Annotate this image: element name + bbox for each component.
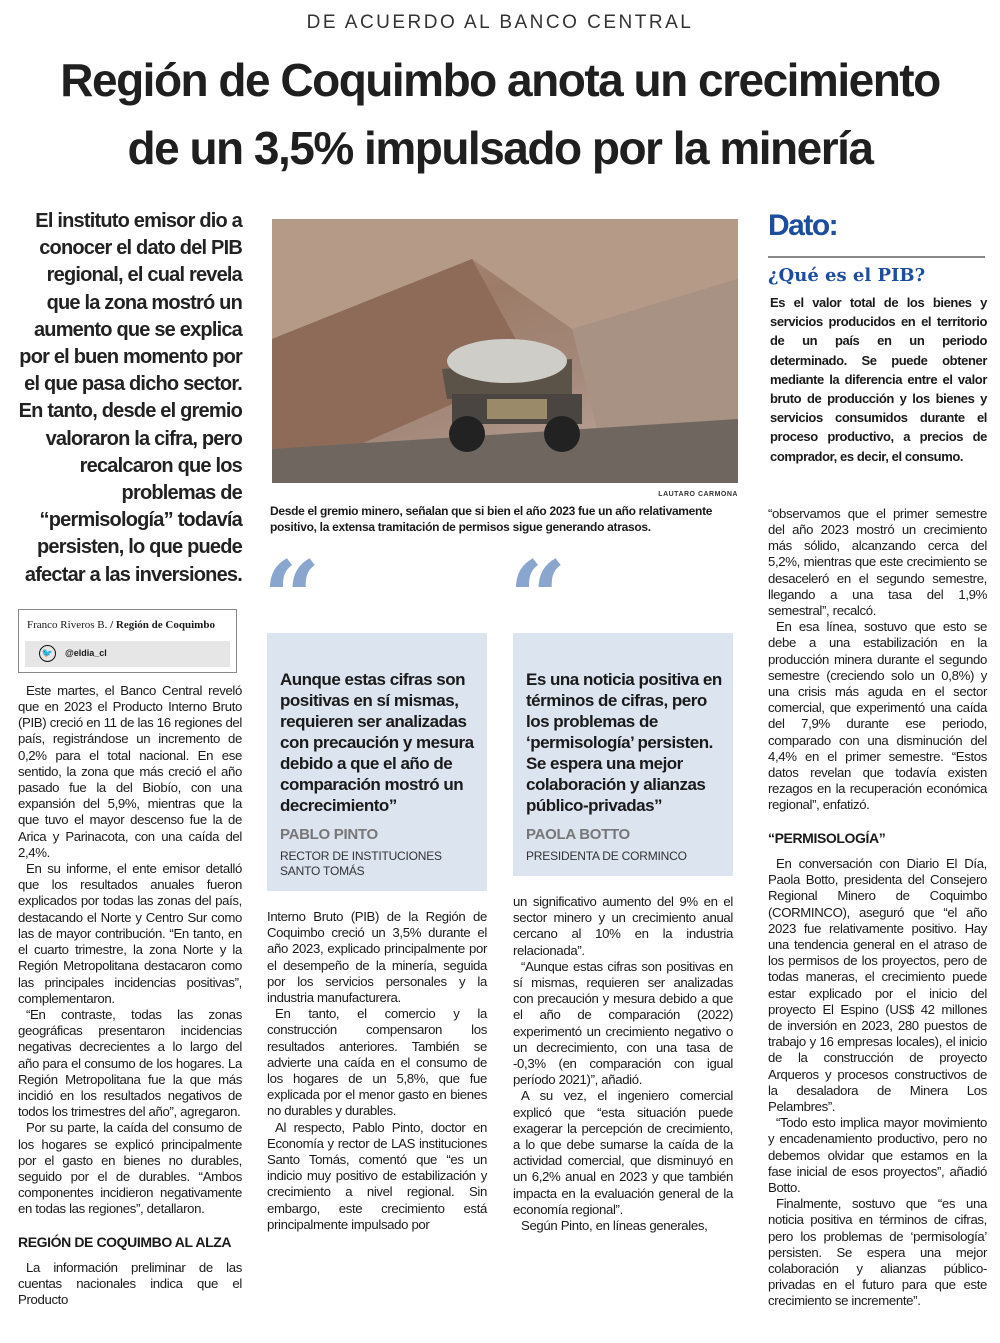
paragraph: Este martes, el Banco Central reveló que en 2023 el Producto Interno Bruto (PIB) creció en 11 de las 16 regiones del país, registrándose un incremento de 0,2% para el total nacional. En ese sentido, la zona que más creció el año pasado fue la del Biobío, con una expansión del 5,9%, mientras que la que tuvo el mayor descenso fue la de Arica y Parinacota, con una caída del 2,4%. — [18, 682, 242, 860]
author-box — [18, 609, 237, 673]
quote-author: PABLO PINTO — [280, 826, 378, 843]
byline — [27, 619, 215, 631]
column-4 — [768, 506, 987, 1310]
column-2 — [267, 909, 487, 1233]
author-section: Región de Coquimbo — [115, 618, 215, 631]
paragraph: En esa línea, sostuvo que esto se debe a una estabilización en la producción minera durante el segundo semestre (creciendo solo un 0,8%) y una crisis más aguda en el sector comercial, que experimentó una caída del 7,9% durante ese periodo, comparado con una disminución del 4,4% en el primer semestre. “Estos datos revelan que todavía existen rezagos en la recuperación económica regional”, enfatizó. — [768, 619, 987, 813]
mining-truck-photo — [272, 219, 738, 483]
quote-author-role: RECTOR DE INSTITUCIONES SANTO TOMÁS — [280, 849, 442, 878]
left-column — [14, 208, 242, 1308]
paragraph: “observamos que el primer semestre del año 2023 mostró un crecimiento más sólido, alcanzando cerca del 5,2%, mientras que este crecimiento se desaceleró en el segundo semestre, llegando a una tasa del 1,9% semestral”, recalcó. — [768, 505, 987, 619]
quote-author-role: PRESIDENTA DE CORMINCO — [526, 849, 687, 863]
pull-quote — [263, 539, 487, 891]
dato-question: ¿Qué es el PIB? — [768, 265, 926, 286]
subhead: “PERMISOLOGÍA” — [768, 829, 886, 846]
photo-caption: Desde el gremio minero, señalan que si bien el año 2023 fue un año relativamente positivo, la extensa tramitación de permisos sigue generando atrasos. — [270, 504, 713, 534]
headline-line-2: de un 3,5% impulsado por la minería — [127, 122, 873, 174]
paragraph: En conversación con Diario El Día, Paola Botto, presidenta del Consejero Regional Minero de Coquimbo (CORMINCO), aseguró que “el año 2023 fue relativamente positivo. Hay una tendencia general en el atraso de los permisos de los proyectos, pero de todas maneras, el crecimiento puede estar explicado por el inicio del proyecto El Espino (US$ 42 millones de inversión en 2023, 280 puestos de trabajo y 16 empresas locales), el inicio de la construcción de proyecto Arqueros y procesos constructivos de la desaladora de Minera Los Pelambres”. — [768, 855, 987, 1114]
lead-paragraph: El instituto emisor dio a conocer el dato del PIB regional, el cual revela que la zona mostró un aumento que se explica por el buen momento por el que pasa dicho sector. En tanto, desde el gremio valoraron la cifra, pero recalcaron que los problemas de “permisología” todavía persisten, lo que puede afectar a las inversiones. — [18, 210, 242, 586]
right-column — [768, 206, 987, 1310]
photo-credit: LAUTARO CARMONA — [658, 491, 738, 498]
quote-mark-icon: “ — [263, 539, 311, 657]
paragraph: En tanto, el comercio y la construcción compensaron los resultados anteriores. También se advierte una caída en el consumo de los hogares de un 5,8%, que fue explicada por el menor gasto en bienes no durables y durables. — [267, 1006, 487, 1119]
kicker: DE ACUERDO AL BANCO CENTRAL — [306, 12, 694, 33]
paragraph: “Todo esto implica mayor movimiento y encadenamiento productivo, pero no debemos olvidar que estamos en la fase inicial de esos proyectos”, añadió Botto. — [768, 1115, 987, 1195]
divider — [768, 256, 985, 258]
paragraph: Finalmente, sostuvo que “es una noticia positiva en términos de cifras, pero los problemas de ‘permisología’ persisten. Se espera una mejor colaboración y alianzas público-privadas en el futuro para que este crecimiento se incremente”. — [768, 1196, 987, 1309]
paragraph: “Aunque estas cifras son positivas en sí mismas, requieren ser analizadas con precaución y mesura debido a que el año de comparación (2022) experimentó un crecimiento negativo o un decrecimiento, con una tasa de -0,3% (en comparación con igual período 2021)”, añadió. — [513, 958, 733, 1088]
byline-separator: / — [110, 618, 114, 631]
dato-body: Es el valor total de los bienes y servicios producidos en el territorio de un país en un periodo determinado. Se puede obtener mediante la diferencia entre el valor bruto de producción y los bienes y servicios consumidos durante el proceso productivo, a precios de comprador, es decir, el consumo. — [770, 295, 987, 464]
middle-column-1 — [263, 539, 487, 1233]
paragraph: “En contraste, todas las zonas geográficas presentaron incidencias negativas decrecientes a lo largo del año para el consumo de los hogares. La Región Metropolitana fue la que más incidió en los resultados negativos de todos los trimestres del año”, agregaron. — [18, 1006, 242, 1120]
author-name: Franco Riveros B. — [27, 618, 108, 631]
paragraph: La información preliminar de las cuentas nacionales indica que el Producto — [18, 1259, 242, 1308]
paragraph: un significativo aumento del 9% en el sector minero y un crecimiento anual cercano al 10% en la industria relacionada”. — [513, 894, 733, 958]
headline-line-1: Región de Coquimbo anota un crecimiento — [60, 54, 940, 106]
pull-quote-text: Es una noticia positiva en términos de cifras, pero los problemas de ‘permisología’ persisten. Se espera una mejor colaboración y alianzas público-privadas” — [526, 670, 722, 815]
paragraph: Por su parte, la caída del consumo de los hogares se explicó principalmente por el gasto en bienes no durables, seguido por el de durables. “Ambos componentes incidieron negativamente en todas las regiones”, detallaron. — [18, 1120, 242, 1217]
paragraph: Interno Bruto (PIB) de la Región de Coquimbo creció un 3,5% durante el año 2023, explicado principalmente por el desempeño de la minería, seguida por los servicios personales y la industria manufacturera. — [267, 909, 487, 1006]
paragraph: Según Pinto, en líneas generales, — [521, 1218, 708, 1234]
paragraph: En su informe, el ente emisor detalló que los resultados anuales fueron explicados por todas las zonas del país, destacando el Norte y Centro Sur como las de mayor contribución. “En tanto, en el cuarto trimestre, la zona Norte y la Región Metropolitana destacaron como las principales incidencias positivas”, complementaron. — [18, 861, 242, 1006]
pull-quote-box — [513, 633, 733, 876]
quote-mark-icon: “ — [509, 539, 557, 657]
twitter-handle[interactable]: @eldia_cl — [65, 647, 107, 658]
pull-quote-box — [267, 633, 487, 891]
photo-illustration — [272, 219, 738, 483]
twitter-icon: 🐦 — [39, 645, 56, 662]
middle-column-2 — [509, 539, 733, 1234]
twitter-row[interactable] — [25, 641, 230, 667]
pull-quote-text: Aunque estas cifras son positivas en sí mismas, requieren ser analizadas con precaución y mesura debido a que el año de comparación mostró un decrecimiento” — [280, 670, 474, 815]
pull-quote — [509, 539, 733, 876]
column-3 — [513, 894, 733, 1234]
quote-author: PAOLA BOTTO — [526, 826, 630, 843]
paragraph: A su vez, el ingeniero comercial explicó que “esta situación puede exagerar la percepción de crecimiento, a lo que debe sumarse la caída de la actividad comercial, que disminuyó en un 6,2% anual en 2023 y que también impacta en la evaluación general de la economía regional”. — [513, 1088, 733, 1217]
subhead: REGIÓN DE COQUIMBO AL ALZA — [18, 1233, 232, 1250]
dato-title: Dato: — [768, 209, 838, 242]
column-1 — [14, 683, 242, 1309]
paragraph: Al respecto, Pablo Pinto, doctor en Economía y rector de LAS instituciones Santo Tomás, comentó que “es un indicio muy positivo de estabilización y crecimiento a nivel regional. Sin embargo, este crecimiento está principalmente impulsado por — [267, 1119, 487, 1232]
